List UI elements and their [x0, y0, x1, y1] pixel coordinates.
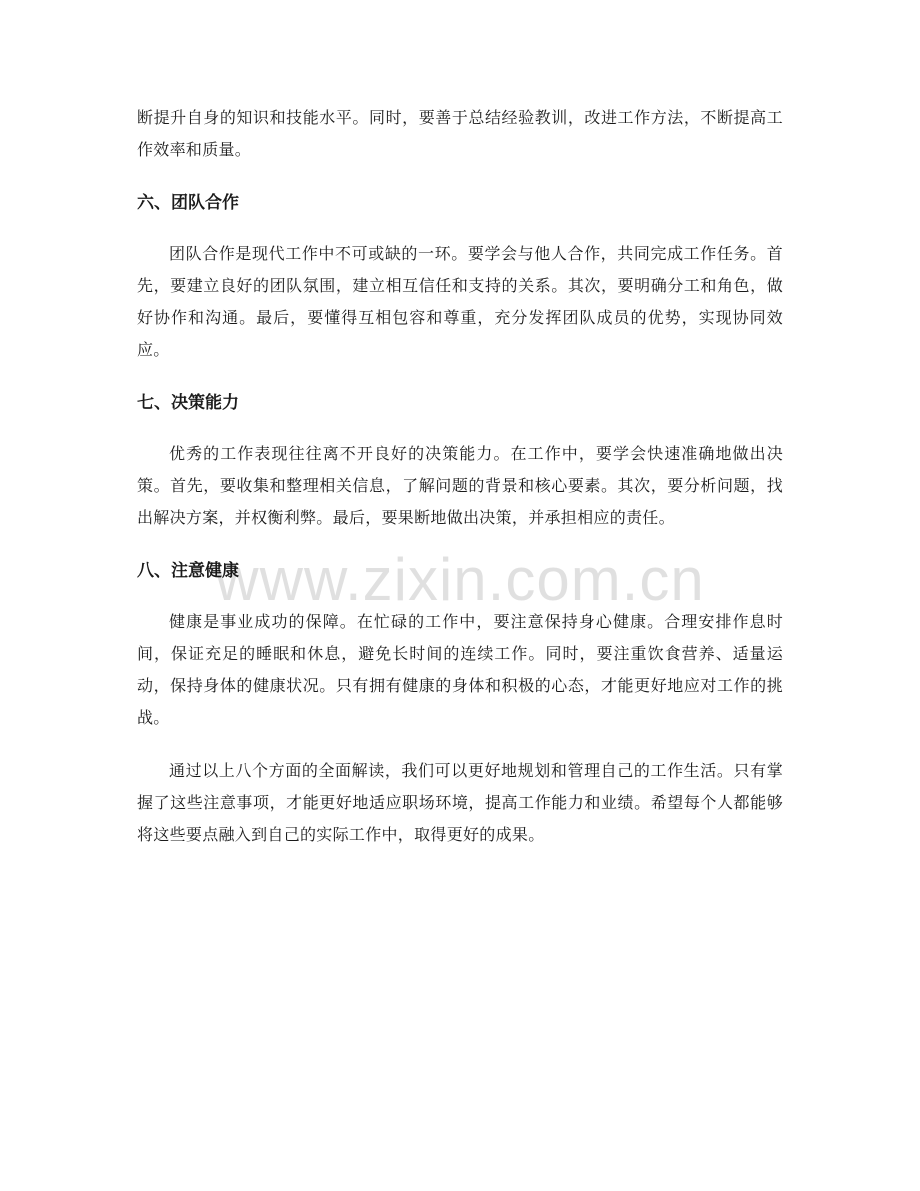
section-heading-team: 六、团队合作	[137, 193, 239, 213]
section-heading-decision: 七、决策能力	[137, 393, 239, 413]
document-body	[137, 102, 783, 851]
intro-continuation-paragraph: 断提升自身的知识和技能水平。同时，要善于总结经验教训，改进工作方法，不断提高工作效率和质量。	[137, 108, 783, 159]
watermark: www.zixin.com.cn	[215, 546, 705, 613]
section-body-team: 团队合作是现代工作中不可或缺的一环。要学会与他人合作，共同完成工作任务。首先，要建立良好的团队氛围，建立相互信任和支持的关系。其次，要明确分工和角色，做好协作和沟通。最后，要懂得互相包容和尊重，充分发挥团队成员的优势，实现协同效应。	[137, 244, 783, 359]
conclusion-paragraph: 通过以上八个方面的全面解读，我们可以更好地规划和管理自己的工作生活。只有掌握了这些注意事项，才能更好地适应职场环境，提高工作能力和业绩。希望每个人都能够将这些要点融入到自己的实际工作中，取得更好的成果。	[137, 761, 783, 844]
section-body-health: 健康是事业成功的保障。在忙碌的工作中，要注意保持身心健康。合理安排作息时间，保证充足的睡眠和休息，避免长时间的连续工作。同时，要注重饮食营养、适量运动，保持身体的健康状况。只有拥有健康的身体和积极的心态，才能更好地应对工作的挑战。	[137, 612, 783, 727]
section-body-decision: 优秀的工作表现往往离不开良好的决策能力。在工作中，要学会快速准确地做出决策。首先，要收集和整理相关信息，了解问题的背景和核心要素。其次，要分析问题，找出解决方案，并权衡利弊。最后，要果断地做出决策，并承担相应的责任。	[137, 444, 783, 527]
section-heading-health: 八、注意健康	[137, 561, 239, 581]
